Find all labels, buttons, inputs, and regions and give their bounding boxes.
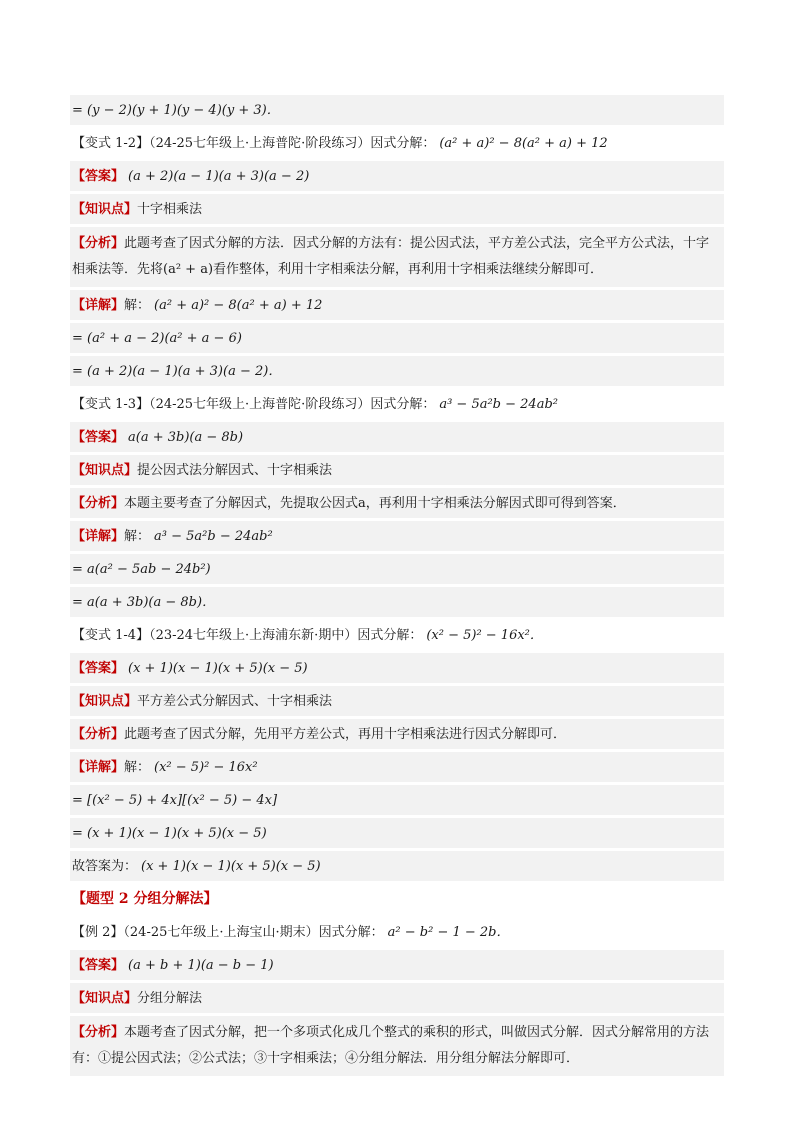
detail-expression: (x² − 5)² − 16x² [154, 760, 258, 775]
knowledge-point-tag: 【知识点】 [72, 202, 138, 217]
knowledge-point-text: 十字相乘法 [137, 202, 203, 217]
answer-tag: 【答案】 [72, 958, 125, 973]
final-answer-line [70, 851, 724, 881]
solution-step: = (a + 2)(a − 1)(a + 3)(a − 2)． [70, 356, 724, 386]
final-answer-expression: (x + 1)(x − 1)(x + 5)(x − 5) [141, 859, 321, 874]
answer-line [70, 950, 724, 980]
solution-step: = a(a² − 5ab − 24b²) [70, 554, 724, 584]
knowledge-point-tag: 【知识点】 [72, 991, 138, 1006]
detail-tag: 【详解】 [72, 298, 125, 313]
knowledge-point-line [70, 686, 724, 716]
analysis-text: 本题考查了因式分解，把一个多项式化成几个整式的乘积的形式，叫做因式分解．因式分解常用的方法有：①提公因式法；②公式法；③十字相乘法；④分组分解法．用分组分解法分解即可． [72, 1025, 710, 1066]
question-source: （24-25七年级上·上海宝山·期末）因式分解： [123, 925, 384, 940]
question-source: （23-24七年级上·上海浦东新·期中）因式分解： [149, 628, 423, 643]
section-heading [70, 884, 724, 914]
final-answer-prefix: 故答案为： [72, 859, 138, 874]
answer-line [70, 161, 724, 191]
answer-tag: 【答案】 [72, 169, 125, 184]
example-question [70, 917, 724, 947]
solution-step: = (x + 1)(x − 1)(x + 5)(x − 5) [70, 818, 724, 848]
question-tag: 【变式 1-2】 [72, 136, 150, 151]
knowledge-point-text: 平方差公式分解因式、十字相乘法 [137, 694, 333, 709]
solution-step: = (y − 2)(y + 1)(y − 4)(y + 3)． [70, 95, 724, 125]
section-heading-text: 【题型 2 分组分解法】 [72, 891, 218, 907]
question-tag: 【变式 1-3】 [72, 397, 150, 412]
analysis-tag: 【分析】 [72, 496, 125, 511]
solution-step: = a(a + 3b)(a − 8b)． [70, 587, 724, 617]
detail-expression: (a² + a)² − 8(a² + a) + 12 [154, 298, 323, 313]
knowledge-point-line [70, 194, 724, 224]
detail-expression: a³ − 5a²b − 24ab² [154, 529, 273, 544]
answer-tag: 【答案】 [72, 661, 125, 676]
detail-line [70, 521, 724, 551]
answer-line [70, 422, 724, 452]
question-tag: 【例 2】 [72, 925, 124, 940]
document-body [70, 95, 724, 1079]
question-expression: a³ − 5a²b − 24ab² [439, 397, 558, 412]
knowledge-point-tag: 【知识点】 [72, 694, 138, 709]
analysis-line [70, 1016, 724, 1076]
detail-tag: 【详解】 [72, 529, 125, 544]
analysis-text: 本题主要考查了分解因式，先提取公因式a，再利用十字相乘法分解因式即可得到答案． [124, 496, 626, 511]
answer-tag: 【答案】 [72, 430, 125, 445]
analysis-text: 此题考查了因式分解，先用平方差公式，再用十字相乘法进行因式分解即可． [124, 727, 567, 742]
analysis-line [70, 227, 724, 287]
answer-line [70, 653, 724, 683]
analysis-line [70, 488, 724, 518]
analysis-tag: 【分析】 [72, 727, 125, 742]
question-expression: (x² − 5)² − 16x²． [426, 628, 543, 643]
detail-line [70, 752, 724, 782]
answer-expression: (a + 2)(a − 1)(a + 3)(a − 2) [128, 169, 310, 184]
detail-line [70, 290, 724, 320]
question-source: （24-25七年级上·上海普陀·阶段练习）因式分解： [149, 136, 436, 151]
detail-prefix: 解： [124, 298, 151, 313]
variant-question [70, 389, 724, 419]
answer-expression: a(a + 3b)(a − 8b) [128, 430, 244, 445]
knowledge-point-line [70, 983, 724, 1013]
question-tag: 【变式 1-4】 [72, 628, 150, 643]
answer-expression: (x + 1)(x − 1)(x + 5)(x − 5) [128, 661, 308, 676]
question-source: （24-25七年级上·上海普陀·阶段练习）因式分解： [149, 397, 436, 412]
variant-question [70, 128, 724, 158]
answer-expression: (a + b + 1)(a − b − 1) [128, 958, 274, 973]
analysis-tag: 【分析】 [72, 1025, 125, 1040]
knowledge-point-text: 提公因式法分解因式、十字相乘法 [137, 463, 333, 478]
analysis-text: 此题考查了因式分解的方法．因式分解的方法有：提公因式法，平方差公式法，完全平方公式法，十字相乘法等．先将(a² + a)看作整体，利用十字相乘法分解，再利用十字相乘法继续分解即可． [72, 236, 710, 277]
knowledge-point-line [70, 455, 724, 485]
analysis-tag: 【分析】 [72, 236, 125, 251]
solution-step: = [(x² − 5) + 4x][(x² − 5) − 4x] [70, 785, 724, 815]
knowledge-point-text: 分组分解法 [137, 991, 203, 1006]
detail-tag: 【详解】 [72, 760, 125, 775]
variant-question [70, 620, 724, 650]
detail-prefix: 解： [124, 760, 151, 775]
question-expression: (a² + a)² − 8(a² + a) + 12 [439, 136, 608, 151]
knowledge-point-tag: 【知识点】 [72, 463, 138, 478]
detail-prefix: 解： [124, 529, 151, 544]
solution-step: = (a² + a − 2)(a² + a − 6) [70, 323, 724, 353]
question-expression: a² − b² − 1 − 2b． [387, 925, 510, 940]
analysis-line [70, 719, 724, 749]
